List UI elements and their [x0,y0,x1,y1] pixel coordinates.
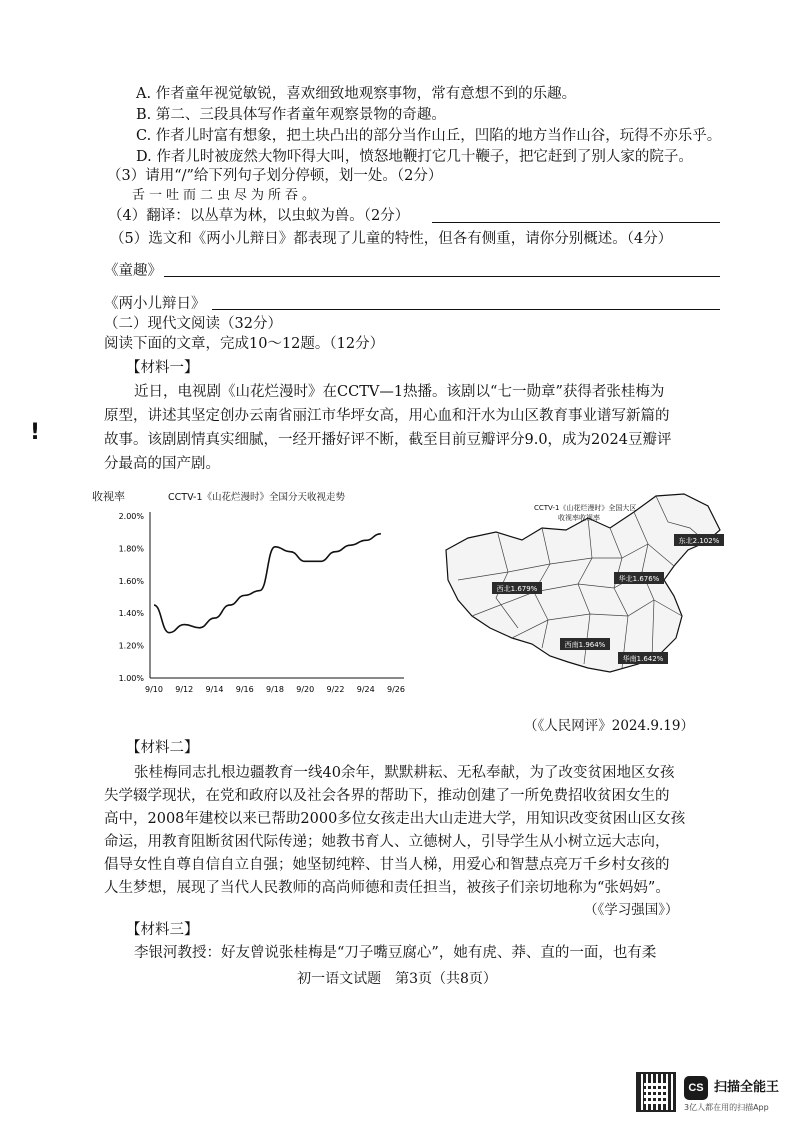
page-footer: 初一语文试题 第3页（共8页） [297,971,497,987]
svg-text:西北1.679%: 西北1.679% [496,585,538,593]
label-tongqu: 《童趣》 [104,263,162,279]
option-d: D. 作者儿时被庞然大物吓得大叫，愤怒地鞭打它几十鞭子，把它赶到了别人家的院子。 [136,149,693,165]
label-liangxiao: 《两小儿辩日》 [104,296,206,312]
svg-text:西南1.964%: 西南1.964% [564,641,606,649]
chart-y-tick-label: 1.80% [118,544,144,554]
material-1-title: 【材料一】 [126,360,199,376]
chart-x-tick-label: 9/24 [356,685,375,694]
chart-y-tick-label: 2.00% [118,512,144,521]
material-2-line-2: 失学辍学现状，在党和政府以及社会各界的帮助下，推动创建了一所免费招收贫困女生的 [104,788,670,804]
material-2-line-1: 张桂梅同志扎根边疆教育一线40余年，默默耕耘、无私奉献，为了改变贫困地区女孩 [134,765,675,781]
chart-x-tick-label: 9/12 [175,685,194,694]
svg-text:东北2.102%: 东北2.102% [678,537,720,545]
chart-y-tick-label: 1.00% [118,674,144,683]
section-2-title: （二）现代文阅读（32分） [104,316,282,332]
chart-y-tick-label: 1.60% [118,576,144,586]
chart-x-tick-label: 9/10 [145,685,163,694]
material-2-line-5: 倡导女性自尊自信自立自强；她坚韧纯粹、甘当人梯，用爱心和智慧点亮万千乡村女孩的 [104,857,670,873]
option-a: A. 作者童年视觉敏锐，喜欢细致地观察事物，常有意想不到的乐趣。 [136,86,577,102]
chart-title: CCTV-1《山花烂漫时》全国分天收视走势 [168,492,345,503]
scanner-name: 扫描全能王 [714,1080,780,1095]
material-1-line-3: 故事。该剧剧情真实细腻，一经开播好评不断，截至目前豆瓣评分9.0，成为2024豆瓣评 [104,432,672,448]
material-3-title: 【材料三】 [126,922,199,938]
material-2-line-4: 命运，用教育阻断贫困代际传递；她教书育人、立德树人，引导学生从小树立远大志向， [104,834,670,850]
question-4: （4）翻译：以丛草为林，以虫蚁为兽。（2分） [108,208,410,224]
section-2-instruction: 阅读下面的文章，完成10～12题。（12分） [104,336,385,352]
material-1-line-1: 近日，电视剧《山花烂漫时》在CCTV—1热播。该剧以“七一勋章”获得者张桂梅为 [134,384,665,400]
qr-code-icon [636,1072,676,1112]
camscanner-logo: CS [684,1076,708,1100]
question-5: （5）选文和《两小儿辩日》都表现了儿童的特性，但各有侧重，请你分别概述。（4分） [110,231,673,247]
answer-line-tongqu[interactable] [164,276,720,277]
chart-ylabel: 收视率 [92,490,125,503]
map-region-label [674,534,724,546]
map-region-label [560,638,610,650]
chart-x-tick-label: 9/16 [235,685,254,694]
material-2-title: 【材料二】 [126,740,199,756]
svg-text:华北1.676%: 华北1.676% [618,575,660,583]
map-source: （《人民网评》2024.9.19） [524,718,694,734]
scanner-slogan: 3亿人都在用的扫描App [684,1103,769,1112]
chart-y-tick-label: 1.20% [118,641,144,651]
answer-line-q4[interactable] [432,222,720,223]
material-2-line-6: 人生梦想，展现了当代人民教师的高尚师德和责任担当，被孩子们亲切地称为“张妈妈”。 [104,880,670,896]
option-b: B. 第二、三段具体写作者童年观察景物的奇趣。 [136,107,446,123]
chart-y-tick-label: 1.40% [118,609,144,619]
option-c: C. 作者儿时富有想象，把土块凸出的部分当作山丘，凹陷的地方当作山谷，玩得不亦乐乎。 [136,128,722,144]
chart-x-tick-label: 9/22 [326,685,345,694]
map-region-label [614,572,664,584]
map-region-label [618,652,668,664]
chart-x-tick-label: 9/20 [296,685,315,694]
chart-x-tick-label: 9/26 [387,685,405,694]
svg-text:华南1.642%: 华南1.642% [622,655,664,663]
question-3: （3）请用“/”给下列句子划分停顿，划一处。（2分） [107,168,443,184]
stray-mark: ! [30,420,41,445]
map-title: CCTV-1《山花烂漫时》全国大区 收视率收视率 [534,504,637,522]
material-2-line-3: 高中，2008年建校以来已帮助2000多位女孩走出大山走进大学，用知识改变贫困山区女孩 [104,811,686,827]
map-region-label [492,582,542,594]
ratings-line-chart [92,486,422,698]
material-1-line-4: 分最高的国产剧。 [104,456,220,472]
answer-line-liangxiao[interactable] [212,309,720,310]
material-1-line-2: 原型，讲述其坚定创办云南省丽江市华坪女高，用心血和汗水为山区教育事业谱写新篇的 [104,408,670,424]
question-3-sentence: 舌一吐而二虫尽为所吞。 [132,188,320,203]
material-3-line-1: 李银河教授：好友曾说张桂梅是“刀子嘴豆腐心”，她有虎、莽、直的一面，也有柔 [134,945,657,961]
chart-series-line [154,534,381,633]
chart-x-tick-label: 9/18 [266,685,284,694]
china-region-map [438,488,730,688]
material-2-source: （《学习强国》） [584,902,679,918]
chart-x-tick-label: 9/14 [205,685,224,694]
